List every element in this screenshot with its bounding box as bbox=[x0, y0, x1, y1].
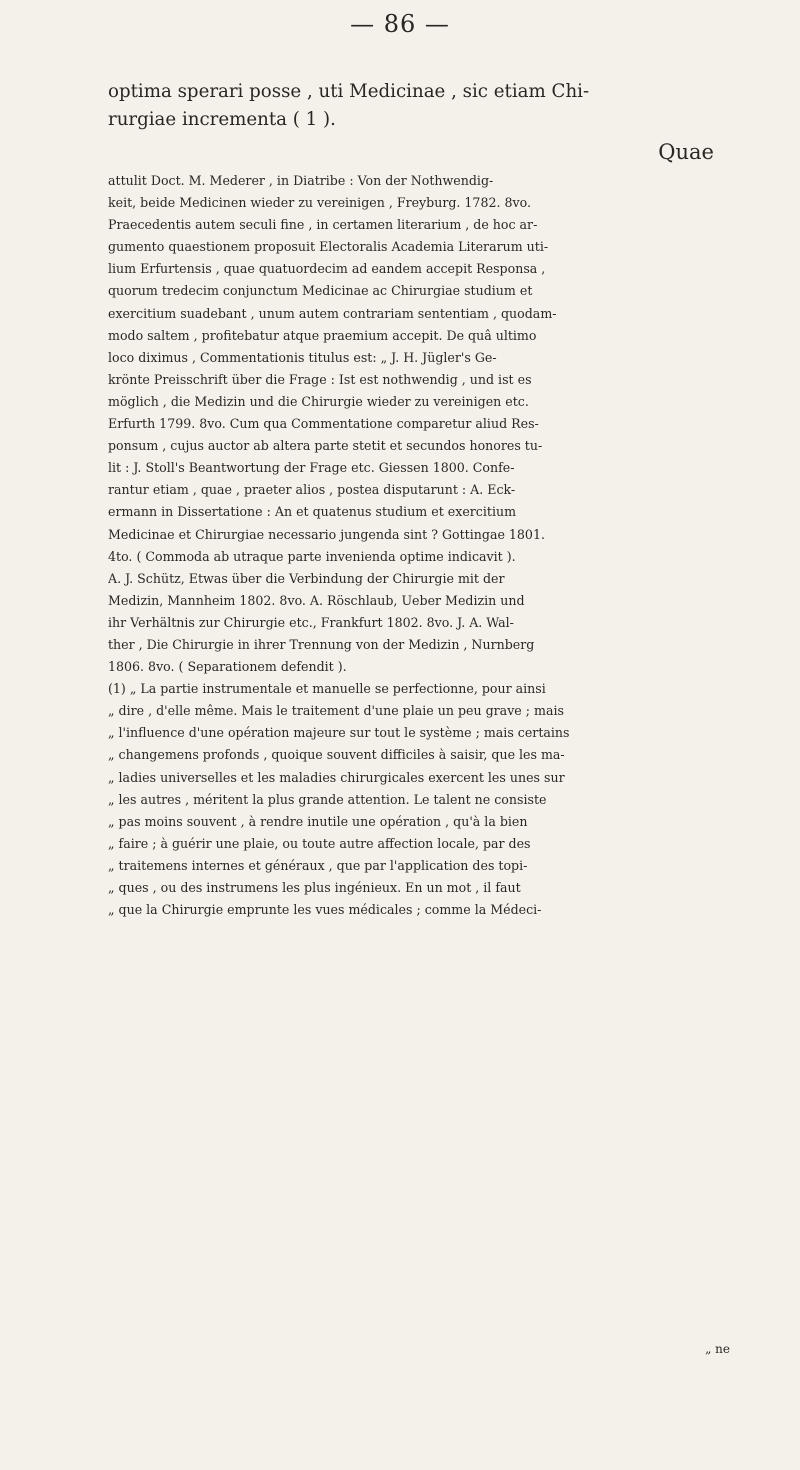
text-line: „ traitemens internes et généraux , que par l'application des topi- bbox=[108, 857, 528, 873]
text-line: optima sperari posse , uti Medicinae , sic etiam Chi- bbox=[108, 81, 590, 102]
text-line: „ changemens profonds , quoique souvent difficiles à saisir, que les ma- bbox=[108, 747, 565, 763]
text-line: attulit Doct. M. Mederer , in Diatribe : Von der Nothwendig- bbox=[108, 173, 494, 188]
text-line: „ dire , d'elle même. Mais le traitement d'une plaie un peu grave ; mais bbox=[108, 703, 564, 719]
text-line: „ pas moins souvent , à rendre inutile une opération , qu'à la bien bbox=[108, 813, 528, 829]
text-block bbox=[108, 78, 718, 921]
text-line: ponsum , cujus auctor ab altera parte stetit et secundos honores tu- bbox=[108, 438, 543, 454]
text-line: modo saltem , profitebatur atque praemium accepit. De quâ ultimo bbox=[108, 327, 537, 343]
text-line: rantur etiam , quae , praeter alios , postea disputarunt : A. Eck- bbox=[108, 482, 516, 498]
text-line: exercitium suadebant , unum autem contrariam sententiam , quodam- bbox=[108, 305, 557, 321]
text-line: lit : J. Stoll's Beantwortung der Frage etc. Giessen 1800. Confe- bbox=[108, 460, 515, 476]
text-line: A. J. Schütz, Etwas über die Verbindung der Chirurgie mit der bbox=[108, 570, 505, 586]
text-line: ther , Die Chirurgie in ihrer Trennung von der Medizin , Nurnberg bbox=[108, 636, 535, 652]
text-line: lium Erfurtensis , quae quatuordecim ad eandem accepit Responsa , bbox=[108, 261, 546, 277]
text-line: Medizin, Mannheim 1802. 8vo. A. Röschlaub, Ueber Medizin und bbox=[108, 592, 525, 608]
text-line: „ ladies universelles et les maladies chirurgicales exercent les unes sur bbox=[108, 769, 565, 785]
bottom-catchword: „ ne bbox=[705, 1342, 730, 1356]
text-line: Erfurth 1799. 8vo. Cum qua Commentatione comparetur aliud Res- bbox=[108, 416, 539, 432]
text-line: 4to. ( Commoda ab utraque parte invenienda optime indicavit ). bbox=[108, 548, 516, 564]
text-line: ermann in Dissertatione : An et quatenus studium et exercitium bbox=[108, 504, 517, 520]
text-line: „ ques , ou des instrumens les plus ingénieux. En un mot , il faut bbox=[108, 880, 521, 895]
text-line: „ les autres , méritent la plus grande attention. Le talent ne consiste bbox=[108, 791, 547, 807]
text-line: 1806. 8vo. ( Separationem defendit ). bbox=[108, 659, 347, 675]
text-line: Praecedentis autem seculi fine , in certamen literarium , de hoc ar- bbox=[108, 217, 538, 233]
text-line: „ l'influence d'une opération majeure sur tout le système ; mais certains bbox=[108, 725, 570, 741]
text-line: krönte Preisschrift über die Frage : Ist est nothwendig , und ist es bbox=[108, 371, 532, 387]
text-line: (1) „ La partie instrumentale et manuelle se perfectionne, pour ainsi bbox=[108, 681, 546, 697]
text-line: keit, beide Medicinen wieder zu vereinigen , Freyburg. 1782. 8vo. bbox=[108, 195, 531, 211]
text-line: loco diximus , Commentationis titulus est: „ J. H. Jügler's Ge- bbox=[108, 349, 497, 365]
text-line: gumento quaestionem proposuit Electoralis Academia Literarum uti- bbox=[108, 239, 549, 255]
catchword: Quae bbox=[658, 140, 714, 164]
text-line: möglich , die Medizin und die Chirurgie wieder zu vereinigen etc. bbox=[108, 393, 529, 409]
text-line: quorum tredecim conjunctum Medicinae ac Chirurgiae studium et bbox=[108, 283, 533, 299]
text-line: ihr Verhältnis zur Chirurgie etc., Frankfurt 1802. 8vo. J. A. Wal- bbox=[108, 614, 514, 630]
page-number: — 86 — bbox=[350, 10, 450, 38]
text-line: „ que la Chirurgie emprunte les vues médicales ; comme la Médeci- bbox=[108, 902, 542, 918]
text-line: „ faire ; à guérir une plaie, ou toute autre affection locale, par des bbox=[108, 835, 531, 851]
text-line: rurgiae incrementa ( 1 ). bbox=[108, 109, 336, 130]
text-line: Medicinae et Chirurgiae necessario jungenda sint ? Gottingae 1801. bbox=[108, 526, 545, 542]
